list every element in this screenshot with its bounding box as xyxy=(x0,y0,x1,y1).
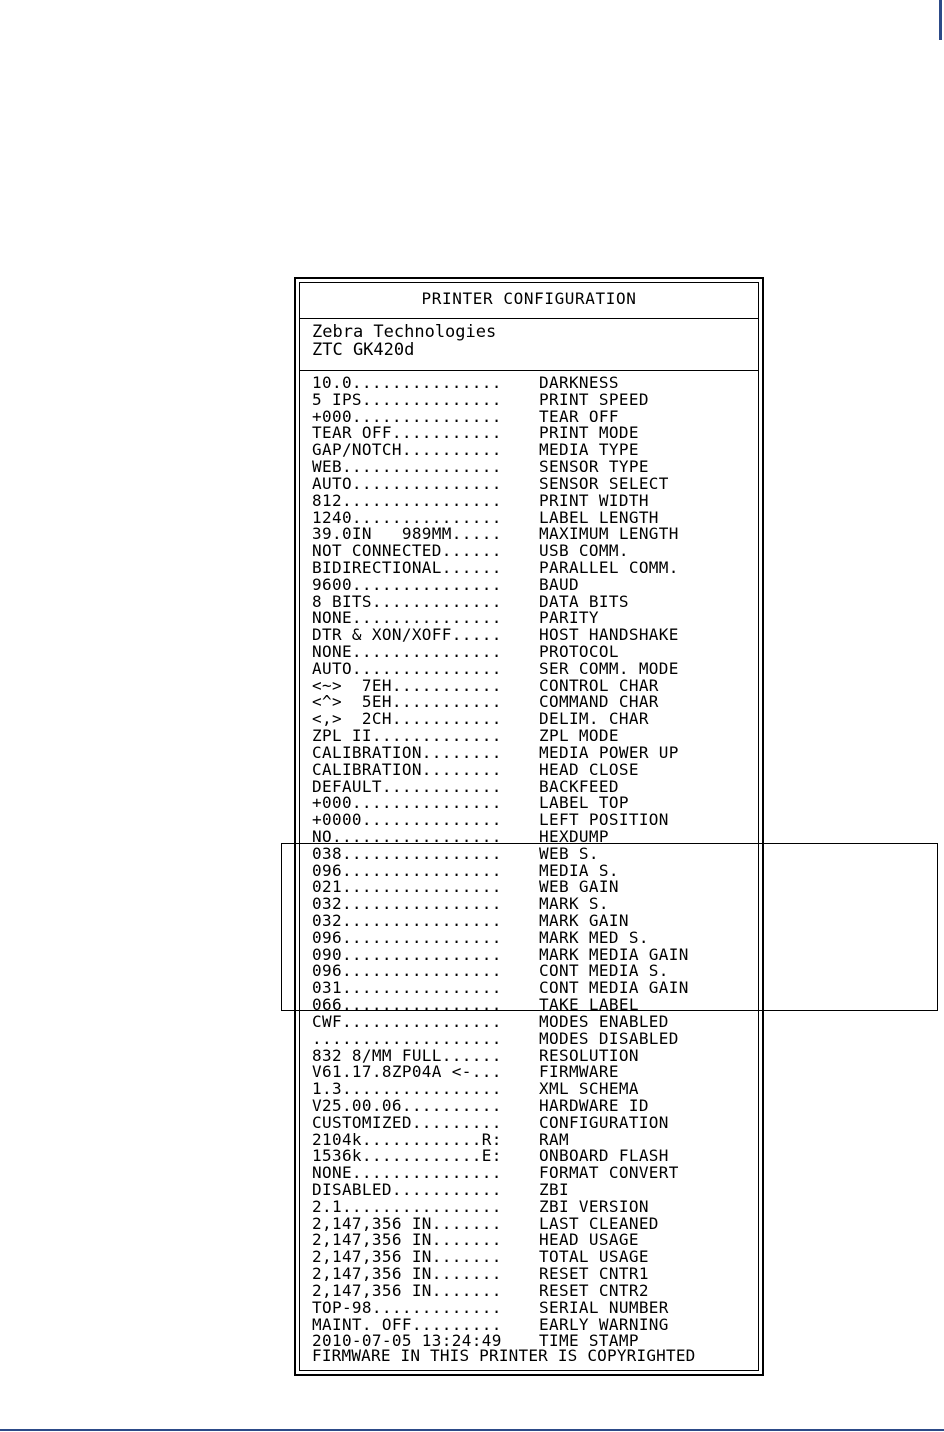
setting-label: RAM xyxy=(539,1129,569,1149)
setting-label: XML SCHEMA xyxy=(539,1079,639,1099)
setting-label: SENSOR TYPE xyxy=(539,457,649,477)
setting-label: HOST HANDSHAKE xyxy=(539,625,679,645)
setting-value: CUSTOMIZED......... xyxy=(312,1112,502,1132)
setting-label: MODES DISABLED xyxy=(539,1028,679,1048)
setting-label: WEB GAIN xyxy=(539,877,619,897)
setting-label: MARK GAIN xyxy=(539,911,629,930)
setting-label: USB COMM. xyxy=(539,541,629,561)
setting-value: 2,147,356 IN....... xyxy=(312,1247,502,1267)
setting-label: ZBI VERSION xyxy=(539,1196,649,1216)
setting-value: 2104k............R: xyxy=(312,1129,502,1149)
printer-configuration-label xyxy=(294,277,764,1376)
setting-value: ................... xyxy=(312,1028,502,1048)
setting-label: DELIM. CHAR xyxy=(539,709,649,729)
setting-label: DARKNESS xyxy=(539,373,619,392)
setting-value: <^> 5EH........... xyxy=(312,692,502,712)
setting-label: COMMAND CHAR xyxy=(539,692,659,712)
setting-label: RESOLUTION xyxy=(539,1045,639,1065)
setting-value: CALIBRATION........ xyxy=(312,759,502,779)
setting-label: ZBI xyxy=(539,1180,569,1199)
setting-row xyxy=(312,1297,760,1317)
setting-label: TAKE LABEL xyxy=(539,995,639,1015)
setting-value: 2,147,356 IN....... xyxy=(312,1264,502,1284)
setting-value: 096................ xyxy=(312,927,502,947)
setting-value: 021................ xyxy=(312,877,502,897)
setting-value: NONE............... xyxy=(312,1163,502,1183)
setting-label: ONBOARD FLASH xyxy=(539,1146,669,1166)
setting-label: RESET CNTR1 xyxy=(539,1264,649,1284)
setting-label: HEAD CLOSE xyxy=(539,759,639,779)
setting-value: CWF................ xyxy=(312,1011,502,1031)
setting-label: ZPL MODE xyxy=(539,726,619,746)
setting-value: 1240............... xyxy=(312,507,502,527)
setting-value: 096................ xyxy=(312,860,502,880)
setting-value: V61.17.8ZP04A <-... xyxy=(312,1062,502,1082)
sensor-settings-highlight-box xyxy=(281,843,938,1011)
vendor-name: Zebra Technologies xyxy=(312,322,497,342)
setting-value: NOT CONNECTED...... xyxy=(312,541,502,561)
printer-model: ZTC GK420d xyxy=(312,340,415,360)
setting-value: <~> 7EH........... xyxy=(312,675,502,695)
setting-label: FORMAT CONVERT xyxy=(539,1163,679,1183)
label-title: PRINTER CONFIGURATION xyxy=(421,289,637,308)
setting-value: AUTO............... xyxy=(312,658,502,678)
setting-label: PRINT WIDTH xyxy=(539,490,649,510)
setting-value: +000............... xyxy=(312,406,502,426)
setting-label: RESET CNTR2 xyxy=(539,1280,649,1300)
setting-label: LABEL TOP xyxy=(539,793,629,813)
setting-value: NO................. xyxy=(312,826,502,846)
setting-value: GAP/NOTCH.......... xyxy=(312,440,502,460)
setting-value: CALIBRATION........ xyxy=(312,742,502,762)
setting-row xyxy=(312,490,760,510)
setting-label: DATA BITS xyxy=(539,591,629,611)
setting-value: 090................ xyxy=(312,944,502,964)
setting-label: MEDIA TYPE xyxy=(539,440,639,460)
setting-label: HEXDUMP xyxy=(539,826,609,846)
setting-value: 096................ xyxy=(312,961,502,981)
setting-value: 2,147,356 IN....... xyxy=(312,1280,502,1300)
setting-label: CONTROL CHAR xyxy=(539,675,659,695)
setting-value: NONE............... xyxy=(312,608,502,628)
setting-value: 812................ xyxy=(312,490,502,510)
setting-value: 1.3................ xyxy=(312,1079,502,1099)
setting-value: 032................ xyxy=(312,911,502,930)
setting-label: LEFT POSITION xyxy=(539,810,669,830)
setting-label: CONT MEDIA S. xyxy=(539,961,669,981)
setting-value: TOP-98............. xyxy=(312,1297,502,1317)
setting-value: <,> 2CH........... xyxy=(312,709,502,729)
setting-label: PARITY xyxy=(539,608,599,628)
setting-value: 39.0IN 989MM..... xyxy=(312,524,502,544)
setting-label: MAXIMUM LENGTH xyxy=(539,524,679,544)
setting-label: CONT MEDIA GAIN xyxy=(539,978,689,998)
setting-row xyxy=(312,1028,760,1048)
setting-label: TEAR OFF xyxy=(539,406,619,426)
setting-label: BAUD xyxy=(539,574,579,594)
setting-label: HARDWARE ID xyxy=(539,1095,649,1115)
setting-label: MARK MED S. xyxy=(539,927,649,947)
setting-value: 2,147,356 IN....... xyxy=(312,1213,502,1233)
setting-value: 031................ xyxy=(312,978,502,998)
setting-value: +0000.............. xyxy=(312,810,502,830)
setting-value: DISABLED........... xyxy=(312,1180,502,1199)
setting-label: FIRMWARE xyxy=(539,1062,619,1082)
setting-value: 1536k............E: xyxy=(312,1146,502,1166)
copyright-notice: FIRMWARE IN THIS PRINTER IS COPYRIGHTED xyxy=(312,1346,696,1365)
setting-label: WEB S. xyxy=(539,843,599,863)
setting-label: SERIAL NUMBER xyxy=(539,1297,669,1317)
page-corner-tab xyxy=(939,0,942,40)
setting-value: 9600............... xyxy=(312,574,502,594)
setting-label: MEDIA POWER UP xyxy=(539,742,679,762)
setting-label: HEAD USAGE xyxy=(539,1230,639,1250)
setting-label: PRINT SPEED xyxy=(539,389,649,409)
setting-label: SER COMM. MODE xyxy=(539,658,679,678)
setting-label: PROTOCOL xyxy=(539,642,619,661)
setting-value: 5 IPS.............. xyxy=(312,389,502,409)
setting-label: LAST CLEANED xyxy=(539,1213,659,1233)
setting-value: 038................ xyxy=(312,843,502,863)
setting-value: +000............... xyxy=(312,793,502,813)
setting-value: NONE............... xyxy=(312,642,502,661)
setting-label: MARK MEDIA GAIN xyxy=(539,944,689,964)
setting-value: 2,147,356 IN....... xyxy=(312,1230,502,1250)
vendor-box xyxy=(300,319,758,371)
setting-value: AUTO............... xyxy=(312,473,502,493)
setting-label: SENSOR SELECT xyxy=(539,473,669,493)
setting-value: DEFAULT............ xyxy=(312,776,502,796)
setting-label: LABEL LENGTH xyxy=(539,507,659,527)
setting-value: 832 8/MM FULL...... xyxy=(312,1045,502,1065)
page-bottom-rule xyxy=(0,1429,944,1431)
setting-value: WEB................ xyxy=(312,457,502,477)
setting-value: V25.00.06.......... xyxy=(312,1095,502,1115)
setting-value: 8 BITS............. xyxy=(312,591,502,611)
setting-label: PARALLEL COMM. xyxy=(539,557,679,577)
setting-value: ZPL II............. xyxy=(312,726,502,746)
setting-label: MARK S. xyxy=(539,894,609,914)
label-inner-border xyxy=(299,282,759,1371)
setting-label: MEDIA S. xyxy=(539,860,619,880)
setting-value: 2010-07-05 13:24:49 xyxy=(312,1331,502,1351)
setting-value: MAINT. OFF......... xyxy=(312,1314,502,1334)
setting-label: TIME STAMP xyxy=(539,1331,639,1351)
setting-value: 032................ xyxy=(312,894,502,914)
setting-label: TOTAL USAGE xyxy=(539,1247,649,1267)
setting-label: PRINT MODE xyxy=(539,423,639,443)
setting-value: DTR & XON/XOFF..... xyxy=(312,625,502,645)
setting-label: BACKFEED xyxy=(539,776,619,796)
header-box xyxy=(300,283,758,319)
setting-row xyxy=(312,759,760,779)
setting-value: BIDIRECTIONAL...... xyxy=(312,557,502,577)
setting-value: 10.0............... xyxy=(312,373,502,392)
setting-label: MODES ENABLED xyxy=(539,1011,669,1031)
setting-value: 2.1................ xyxy=(312,1196,502,1216)
setting-value: TEAR OFF........... xyxy=(312,423,502,443)
setting-label: CONFIGURATION xyxy=(539,1112,669,1132)
setting-label: EARLY WARNING xyxy=(539,1314,669,1334)
setting-value: 066................ xyxy=(312,995,502,1015)
